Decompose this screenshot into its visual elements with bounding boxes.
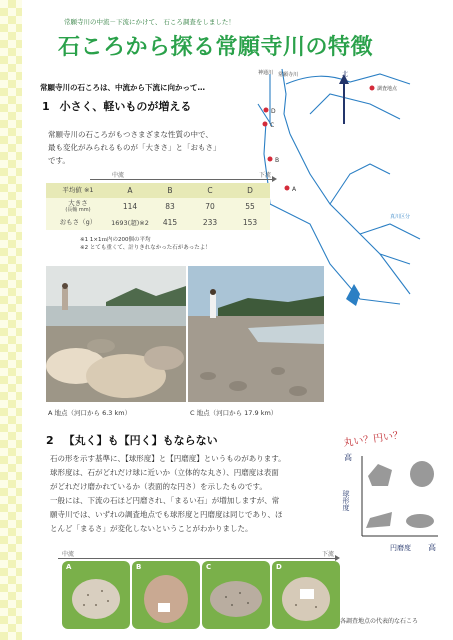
section2-line-2: 球形度は、石がどれだけ球に近いか（立体的な丸さ）、円磨度は表面 (50, 468, 279, 477)
row-label-line2: (長軸 mm) (65, 206, 91, 213)
table-header-col: B (150, 183, 190, 198)
section2-heading (46, 432, 218, 448)
section2-line-6: とんど「まるさ」が変化しないということがわかりました。 (50, 524, 253, 533)
table-cell: 1693(超)※2 (110, 215, 150, 230)
stone-label: B (136, 563, 142, 571)
table-cell: 415 (150, 215, 190, 230)
table-cell: 55 (230, 198, 270, 215)
page-subtitle: 常願寺川の中流－下流にかけて、 石ころ調査をしました！ (64, 18, 235, 26)
section1-line-2: 最も変化がみられるものが「大きさ」と「おもさ」 (48, 143, 221, 152)
survey-point-label: 調査地点 (377, 86, 398, 92)
table-cell: 114 (110, 198, 150, 215)
table-notes (80, 236, 211, 252)
point-a (285, 186, 290, 191)
point-c (263, 122, 268, 127)
table-cell: 83 (150, 198, 190, 215)
section2-paragraph (50, 452, 330, 536)
shape-angular-spherical (368, 464, 392, 486)
flow-arrowhead-icon (272, 176, 277, 182)
section1-line-1: 常願寺川の石ころがもつさまざまな性質の中で、 (48, 130, 213, 139)
table-header-label: 平均値 ※1 (46, 183, 110, 198)
table-cell: 233 (190, 215, 230, 230)
flow-left-label: 中流 (112, 172, 125, 179)
river-main-east (290, 134, 410, 264)
table-row-label (46, 198, 110, 215)
callout-bubble: 丸い？円い？ (342, 429, 404, 450)
north-label: 北 (342, 71, 349, 78)
table-cell: 153 (230, 215, 270, 230)
survey-point-legend-icon (370, 86, 375, 91)
checkered-border (0, 0, 22, 640)
point-d (264, 108, 269, 113)
stone-card-c (202, 561, 270, 629)
table-row-label: おもさ（g） (46, 215, 110, 230)
main-river-label: 常願寺川 (278, 72, 299, 78)
y-axis-high: 高 (344, 453, 352, 462)
stats-table (46, 183, 270, 230)
flow-bar (58, 558, 335, 559)
point-c-label: C (270, 122, 275, 129)
table-row (46, 215, 270, 230)
y-axis-label: 球形度 (342, 490, 350, 511)
point-a-label: A (292, 186, 297, 193)
table-cell: 70 (190, 198, 230, 215)
flow-indicator (90, 170, 275, 182)
point-b (268, 157, 273, 162)
table-note-2: ※2 とても重くて、計りきれなかった石があったよ！ (80, 245, 211, 251)
section1-line-3: です。 (48, 156, 70, 165)
page-title: 石ころから探る常願寺川の特徴 (58, 35, 374, 60)
table-header-col: C (190, 183, 230, 198)
stone-card-d (272, 561, 340, 629)
table-header-col: D (230, 183, 270, 198)
section1-intro: 常願寺川の石ころは、中流から下流に向かって… (40, 83, 205, 92)
section2-heading-text: 【丸く】も【円く】もならない (63, 434, 218, 447)
point-d-label: D (271, 108, 276, 115)
river-tributary-5 (330, 164, 390, 204)
shape-diagram (342, 446, 442, 556)
section1-heading-text: 小さく、軽いものが増える (59, 100, 192, 113)
stone-label: C (206, 563, 212, 571)
river-tributary-6 (360, 224, 420, 239)
flow-bar (90, 179, 273, 180)
section2-line-3: がどれだけ磨かれているか（表面的な円さ）を示したものです。 (50, 482, 267, 491)
stone-label: A (66, 563, 72, 571)
flow-indicator-bottom (58, 549, 338, 561)
table-row (46, 198, 270, 215)
section2-line-4: 一般には、下流の石ほど円磨され、「まるい石」が増加しますが、常 (50, 496, 280, 505)
section1-paragraph (48, 128, 248, 167)
flow-right-label: 下流 (321, 551, 334, 558)
table-note-1: ※1 1×1ｍ内の200個の平均 (80, 237, 151, 243)
table-header-col: A (110, 183, 150, 198)
section2-number: 2 (46, 434, 54, 447)
stone-card-b (132, 561, 200, 629)
section1-number: 1 (42, 100, 50, 113)
section2-line-1: 石の形を示す基準に、【球形度】と【円磨度】というものがあります。 (50, 454, 286, 463)
river-tributary-4 (310, 94, 400, 119)
flow-right-label: 下流 (258, 172, 271, 179)
stones-caption: 各調査地点の代表的な石ころ (340, 618, 419, 625)
shape-angular-flat (366, 512, 392, 528)
river-tributary-2 (282, 69, 290, 134)
stone-label: D (276, 563, 282, 571)
stone-card-a (62, 561, 130, 629)
flow-arrowhead-icon (335, 555, 340, 561)
photo-site-c (188, 266, 324, 402)
section2-line-5: 願寺川では、いずれの調査地点でも球形度と円磨度は同じであり、ほ (50, 510, 283, 519)
shape-rounded-spherical (410, 461, 434, 487)
table-header-row (46, 183, 270, 198)
dam-lake-shape (346, 284, 360, 306)
x-axis-high: 高 (428, 543, 436, 552)
flow-left-label: 中流 (62, 551, 75, 558)
photo-a-caption: A 地点（河口から 6.3 km） (48, 409, 132, 417)
upper-area-label: 真川区分 (390, 214, 411, 220)
point-b-label: B (275, 157, 280, 164)
river-tributary-7 (380, 254, 410, 294)
river-name-label: 神通川 (258, 70, 274, 76)
row-label-line1: 大きさ (68, 198, 88, 207)
section1-heading (42, 98, 191, 114)
photo-site-a (46, 266, 186, 402)
photo-c-caption: C 地点（河口から 17.9 km） (190, 409, 278, 417)
shape-rounded-flat (406, 514, 434, 528)
x-axis-label: 円磨度 (390, 544, 411, 552)
